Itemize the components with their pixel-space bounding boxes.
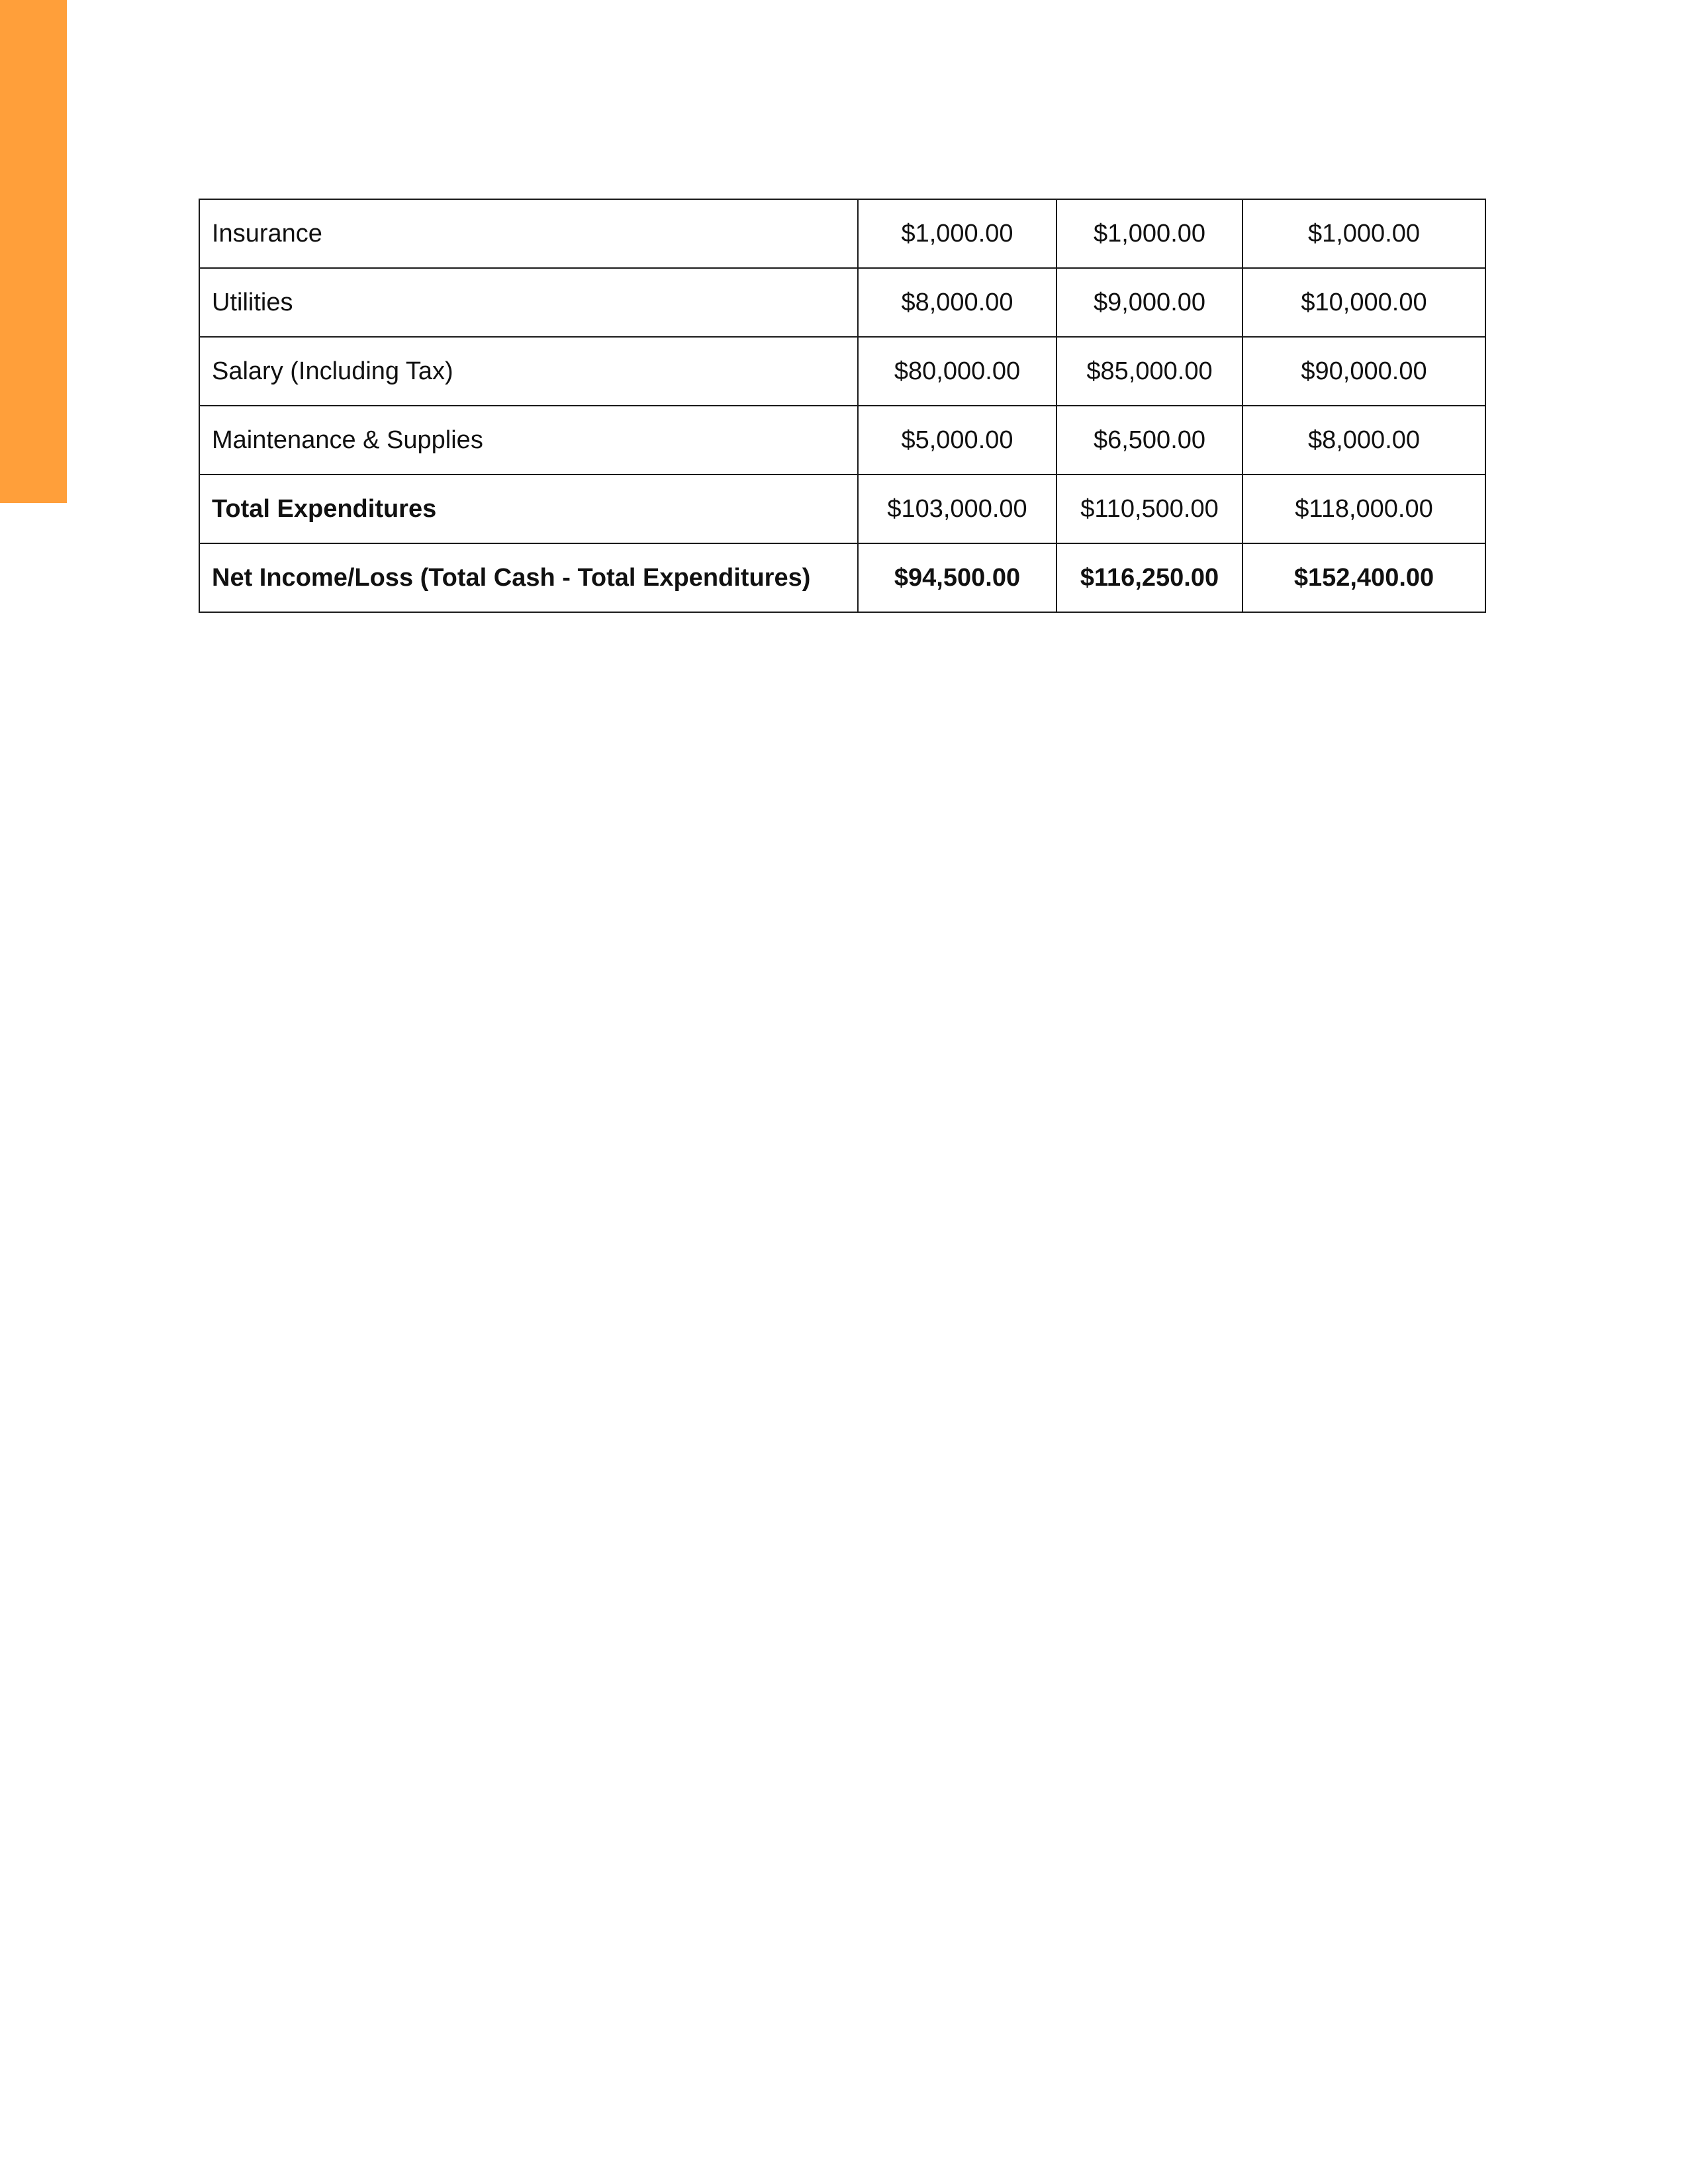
year-3-value: $118,000.00 — [1243, 475, 1485, 543]
year-2-value: $85,000.00 — [1056, 337, 1243, 406]
year-1-value: $1,000.00 — [858, 199, 1056, 268]
table-row-utilities — [199, 268, 1485, 337]
year-2-value: $1,000.00 — [1056, 199, 1243, 268]
table-row-maintenance — [199, 406, 1485, 475]
year-2-value: $116,250.00 — [1056, 543, 1243, 612]
expenditures-table — [199, 199, 1486, 613]
row-label: Net Income/Loss (Total Cash - Total Expenditures) — [199, 543, 858, 612]
table-row-total-expenditures — [199, 475, 1485, 543]
side-accent-band — [0, 0, 67, 503]
year-2-value: $110,500.00 — [1056, 475, 1243, 543]
year-3-value: $1,000.00 — [1243, 199, 1485, 268]
table-row-net-income — [199, 543, 1485, 612]
table-row-salary — [199, 337, 1485, 406]
year-1-value: $5,000.00 — [858, 406, 1056, 475]
row-label: Salary (Including Tax) — [199, 337, 858, 406]
year-3-value: $8,000.00 — [1243, 406, 1485, 475]
row-label: Utilities — [199, 268, 858, 337]
year-1-value: $94,500.00 — [858, 543, 1056, 612]
table-row-insurance — [199, 199, 1485, 268]
row-label: Maintenance & Supplies — [199, 406, 858, 475]
year-3-value: $10,000.00 — [1243, 268, 1485, 337]
year-3-value: $90,000.00 — [1243, 337, 1485, 406]
year-2-value: $9,000.00 — [1056, 268, 1243, 337]
row-label: Insurance — [199, 199, 858, 268]
year-3-value: $152,400.00 — [1243, 543, 1485, 612]
row-label: Total Expenditures — [199, 475, 858, 543]
year-2-value: $6,500.00 — [1056, 406, 1243, 475]
year-1-value: $80,000.00 — [858, 337, 1056, 406]
year-1-value: $103,000.00 — [858, 475, 1056, 543]
year-1-value: $8,000.00 — [858, 268, 1056, 337]
